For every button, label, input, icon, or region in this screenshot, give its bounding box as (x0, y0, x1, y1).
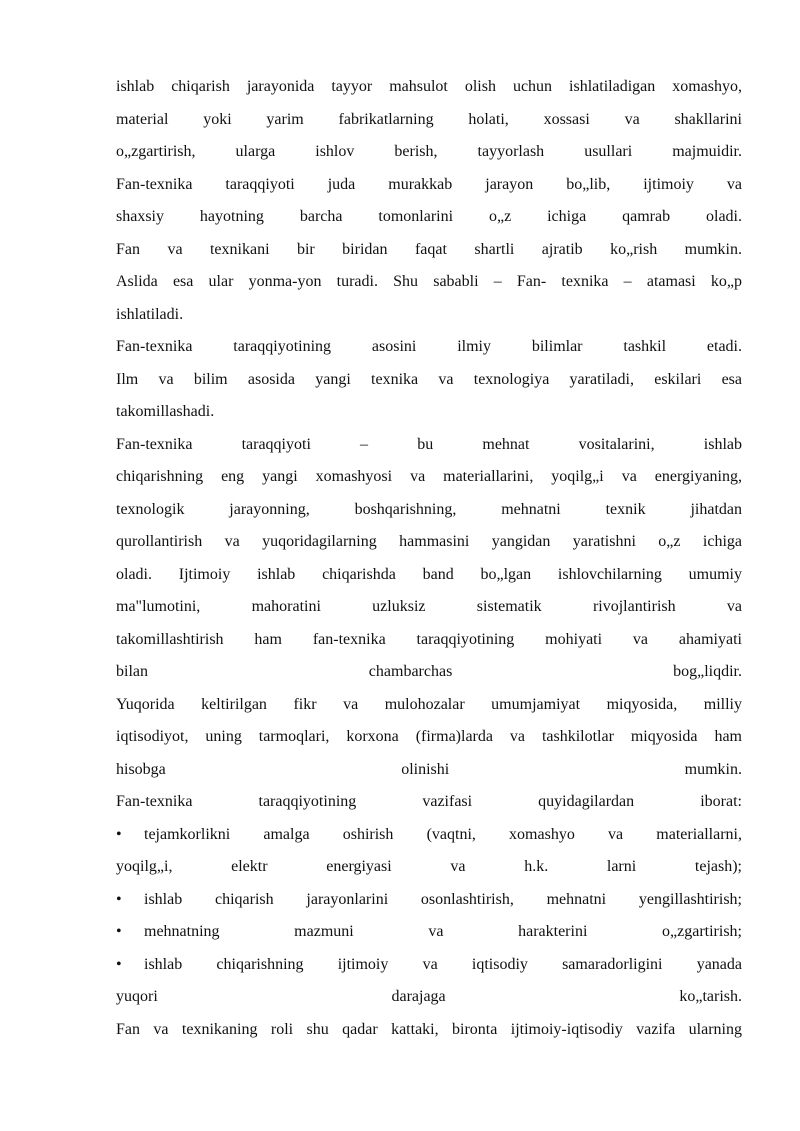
text-line: o„zgartirish, ularga ishlov berish, tayyorlash usullari majmuidir. (116, 143, 742, 160)
text-line: Fan-texnika taraqqiyotining asosini ilmiy bilimlar tashkil etadi. (116, 338, 742, 355)
text-line: takomillashadi. (116, 403, 215, 420)
text-line: Yuqorida keltirilgan fikr va mulohozalar umumjamiyat miqyosida, milliy (116, 695, 742, 713)
text-line: Fan-texnika taraqqiyotining vazifasi quyidagilardan iborat: (116, 793, 742, 810)
text-line: ishlab chiqarish jarayonida tayyor mahsulot olish uchun ishlatiladigan xomashyo, (116, 78, 742, 95)
text-line: iqtisodiyot, uning tarmoqlari, korxona (firma)larda va tashkilotlar miqyosida ham (116, 728, 742, 745)
text-line: chiqarishning eng yangi xomashyosi va materiallarini, yoqilg„i va energiyaning, (116, 468, 742, 485)
text-line: Aslida esa ular yonma-yon turadi. Shu sababli – Fan- texnika – atamasi ko„p (116, 273, 742, 290)
bullet-item (116, 819, 742, 852)
bullet-symbol: • (116, 955, 122, 973)
text-line: texnologik jarayonning, boshqarishning, mehnatni texnik jihatdan (116, 500, 742, 518)
text-line: yoqilg„i, elektr energiyasi va h.k. larni tejash); (116, 858, 742, 875)
text-line: Fan-texnika taraqqiyoti juda murakkab jarayon bo„lib, ijtimoiy va (116, 175, 742, 193)
bullet-item (116, 949, 742, 982)
bullet-text: ishlab chiqarishning ijtimoiy va iqtisodiy samaradorligini yanada (144, 955, 742, 973)
text-line: Ilm va bilim asosida yangi texnika va texnologiya yaratiladi, eskilari esa (116, 370, 742, 388)
text-line: bilan chambarchas bog„liqdir. (116, 663, 742, 680)
bullet-text: ishlab chiqarish jarayonlarini osonlashtirish, mehnatni yengillashtirish; (144, 890, 742, 908)
text-line: Fan va texnikani bir biridan faqat shartli ajratib ko„rish mumkin. (116, 240, 742, 258)
text-line: oladi. Ijtimoiy ishlab chiqarishda band bo„lgan ishlovchilarning umumiy (116, 565, 742, 583)
bullet-symbol: • (116, 890, 122, 908)
bullet-symbol: • (116, 923, 122, 940)
text-line: ma"lumotini, mahoratini uzluksiz sistematik rivojlantirish va (116, 598, 742, 615)
bullet-text: mehnatning mazmuni va harakterini o„zgartirish; (144, 923, 742, 940)
text-line: Fan-texnika taraqqiyoti – bu mehnat vositalarini, ishlab (116, 435, 742, 453)
text-line: takomillashtirish ham fan-texnika taraqqiyotining mohiyati va ahamiyati (116, 630, 742, 648)
text-line: qurollantirish va yuqoridagilarning hammasini yangidan yaratishni o„z ichiga (116, 533, 742, 550)
bullet-item (116, 916, 742, 949)
text-line: hisobga olinishi mumkin. (116, 760, 742, 778)
bullet-text: tejamkorlikni amalga oshirish (vaqtni, xomashyo va materiallarni, (144, 825, 742, 843)
text-line: shaxsiy hayotning barcha tomonlarini o„z ichiga qamrab oladi. (116, 208, 742, 225)
document-page (116, 71, 742, 1046)
text-line: Fan va texnikaning roli shu qadar kattaki, bironta ijtimoiy-iqtisodiy vazifa ularning (116, 1020, 742, 1038)
bullet-item (116, 884, 742, 917)
text-line: yuqori darajaga ko„tarish. (116, 988, 742, 1005)
text-line: material yoki yarim fabrikatlarning holati, xossasi va shakllarini (116, 110, 742, 128)
text-line: ishlatiladi. (116, 305, 184, 323)
bullet-symbol: • (116, 825, 122, 843)
